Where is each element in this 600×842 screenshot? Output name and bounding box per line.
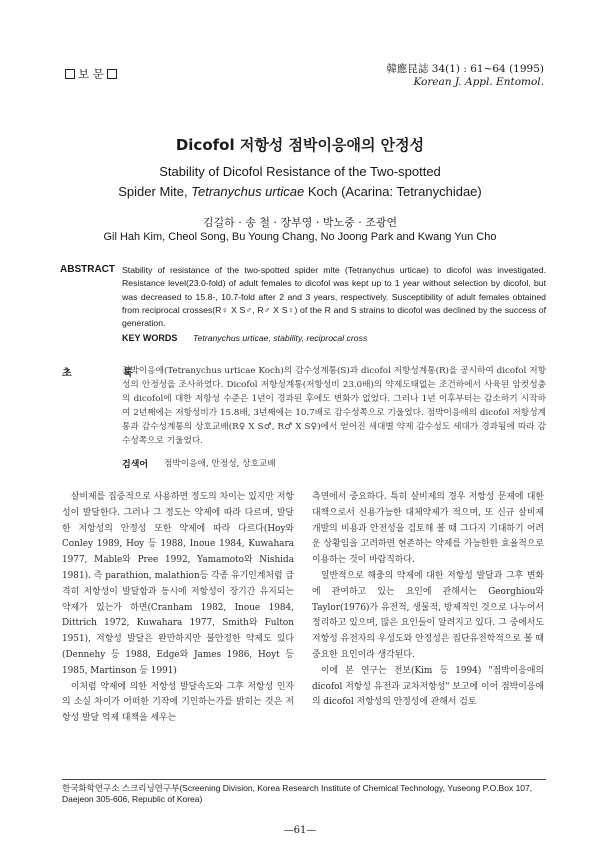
body-paragraph: 이처럼 약제에 의한 저항성 발달속도와 그후 저항성 인자의 소실 차이가 어떠한 기작에 기인하는가를 밝히는 것은 저항성 발달 억제 대책을 세우는 [62,681,294,724]
keywords-text: Tetranychus urticae, stability, reciprocal cross [193,333,368,343]
title-korean: Dicofol 저항성 점박이응애의 안정성 [175,136,425,154]
korean-abstract-label: 초 록 [62,368,157,379]
body-paragraph: 살비제를 집중적으로 사용하면 정도의 차이는 있지만 저항성이 발달한다. 그러나 그 정도는 약제에 따라 다르며, 발달한 저항성의 안정성 또한 약제에 따라 다르다(Hoy와 Conley 1989, Hoy 등 1988, Inoue 1984, Kuwahara 1977, Mable와 Pree 1992, Yamamoto와 Nishida 1981). 즉 parathion, malathion등 각종 유기인계처럼 급격히 저항성이 발달함과 동시에 저항성이 장기간 유지되는 약제가 있는가 하면(Cranham 1982, Inoue 1984, Dittrich 1972, Kuwahara 1977, Smith와 Fulton 1951), 저항성 발달은 완만하지만 불안정한 약제도 있다(Dennehy 등 1988, Edge와 James 1986, Hoyt 등 1985, Martinson 등 1991) [62,492,294,676]
bracket-box-left [65,69,75,79]
journal-citation [386,63,544,89]
affiliation-footnote: 한국화학연구소 스크리닝연구부(Screening Division, Korea Research Institute of Chemical Technology, Yuseong P.O.Box 107, Daejeon 305-606, Republic of Korea) [62,783,533,804]
bracket-box-right [107,69,117,79]
korean-abstract-text: 점박이응애(Tetranychus urticae Koch)의 감수성계통(S)과 dicofol 저항성계통(R)을 공시하여 dicofol 저항성의 안정성을 조사하였다. Dicofol 저항성계통(저항성비 23.0배)의 약제도태없는 조건하에서 사육된 암컷성충의 dicofol에 대한 저항성 수준은 1년이 경과된 후에도 변화가 없었다. 그러나 1년 이후부터는 감소하기 시작하여 2년째에는 저항성비가 15.8배, 3년째에는 10.7배로 감수성쪽으로 기울었다. 점박이응애의 dicofol 저항성계통과 감수성계통의 상호교배(R♀ X S♂, R♂ X S♀)에서 얻어진 세대별 약제 감수성도 세대가 경과됨에 따라 감수성쪽으로 기울었다. [122,366,546,446]
abstract-label: ABSTRACT [60,264,115,275]
title-line2-prefix: Spider Mite, [118,184,192,199]
authors-english: Gil Hah Kim, Cheol Song, Bu Young Chang, No Joong Park and Kwang Yun Cho [103,231,497,243]
korean-keywords-label: 검색어 [122,460,149,470]
body-paragraph: 이에 본 연구는 전보(Kim 등 1994) "점박이응애의 dicofol 저항성 유전과 교차저항성" 보고에 이어 점박이응애의 dicofol 저항성의 안정성에 관해서 검토 [312,665,544,708]
page-number: —61— [283,825,317,836]
title-english [0,162,600,202]
body-paragraph: 측면에서 중요하다. 특히 살비제의 경우 저항성 문제에 대한 대책으로서 신용가능한 대체약제가 적으며, 또 신규 살비제개발의 비용과 안전성을 검토해 볼 때 그다지 기대하기 어려운 상황임을 고려하면 현존하는 약제를 가능한한 효율적으로 이용하는 것이 바람직하다. [312,492,544,566]
section-label-text: 보 문 [78,67,104,81]
body-column-right [312,490,544,711]
body-column-left [62,490,294,727]
title-english-line1: Stability of Dicofol Resistance of the Two-spotted [159,164,441,179]
title-line2-suffix: Koch (Acarina: Tetranychidae) [304,184,482,199]
keywords-label: KEY WORDS [122,333,178,343]
article-type-label [62,66,120,82]
abstract-text: Stability of resistance of the two-spotted spider mite (Tetranychus urticae) to dicofol was investigated. Resistance level(23.0-fold) of adult females to dicofol was kept up to 1 year without selection by dicofol, but was decreased to 15.8-, 10.7-fold after 2 and 3 years, respectively. Susceptibility of adult females obtained from reciprocal crosses(R♀ X S♂, R♂ X S♀) of the R and S strains to dicofol was declined by the success of generation. [122,265,546,329]
korean-keywords-text: 점박이응애, 안정성, 상호교배 [164,459,276,469]
footnote-divider [62,779,546,780]
journal-citation-korean: 韓應昆誌 34(1) : 61∼64 (1995) [386,63,544,75]
journal-citation-english: Korean J. Appl. Entomol. [413,76,544,88]
title-english-line2 [0,182,600,202]
species-name: Tetranychus urticae [191,184,305,199]
body-paragraph: 일반적으로 해충의 약제에 대한 저항성 발달과 그후 변화에 관여하고 있는 요인에 관해서는 Georghiou와 Taylor(1976)가 유전적, 생물적, 방제적인 것으로 나누어서 정리하고 있으며, 많은 요인들이 알려지고 있다. 그 중에서도 저항성 유전자의 우성도와 안정성은 집단유전학적으로 볼 때 중요한 요인이라 생각된다. [312,570,544,660]
authors-korean: 김길하 · 송 철 · 장부영 · 박노중 · 조광연 [202,216,398,229]
